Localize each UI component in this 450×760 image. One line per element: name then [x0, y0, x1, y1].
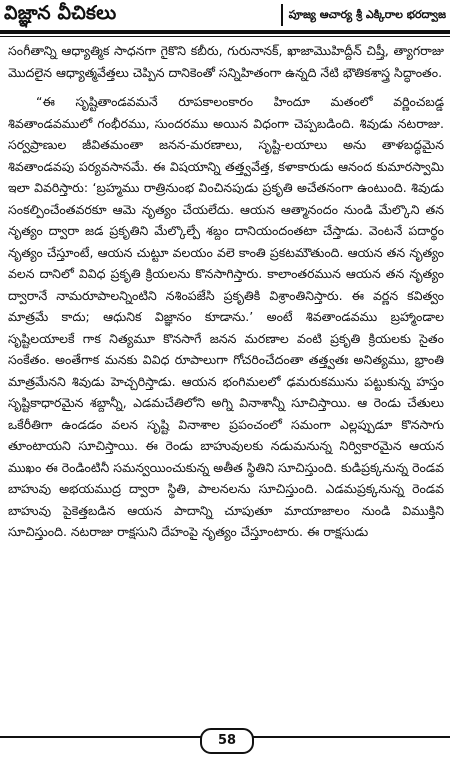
- header-rule-thick: [0, 30, 450, 34]
- page-number-badge: 58: [200, 728, 254, 754]
- book-title: విజ్ఞాన వీచికలు: [4, 1, 117, 24]
- paragraph-2: “ఈ సృష్టితాండవమనే రూపకాలంకారం హిందూ మతంలో వర్ణించబడ్డ శివతాండవములో గంభీరము, సుందరము అయిన విధంగా చెప్పబడింది. శివుడు నటరాజు. సర్వప్రాణుల జీవితమంతా జనన-మరణాలు, సృష్టి-లయాలు అను తాళబద్ధమైన శివతాండవపు పర్యవసానమే. ఈ విషయాన్ని తత్త్వవేత్త, కళాకారుడు ఆనంద కుమారస్వామి ఇలా వివరిస్తారు: ‘బ్రహ్మము రాత్రినుంభ వించినపుడు ప్రకృతి అచేతనంగా ఉంటుంది. శివుడు సంకల్పించేంతవరకూ ఆమె నృత్యం చేయలేదు. ఆయన ఆత్మానందం నుండి మేల్కొని తన నృత్యం ద్వారా జడ ప్రకృతిని మేల్కొల్పే శబ్దం దానియందంతటా చేస్తాడు. వెంటనే పదార్థం నృత్యం చేస్తూంటే, ఆయన చుట్టూ వలయం వలె కాంతి ప్రకటమౌతుంది. ఆయన తన నృత్యం వలన దానిలో వివిధ ప్రకృతి క్రియలను కొనసాగిస్తారు. కాలాంతరమున ఆయన తన నృత్యం ద్వారానే నామరూపాలన్నింటిని నశింపజేసి ప్రకృతికి విశ్రాంతినిస్తారు. ఈ వర్ణన కవిత్వం మాత్రమే కాదు; ఆధునిక విజ్ఞానం కూడాను.’ అంటే శివతాండవము బ్రహ్మాండాల సృష్టిలయాలకే గాక నిత్యమూ కొనసాగే జనన మరణాల వంటి ప్రకృతి క్రియలకు సైతం సంకేతం. అంతేగాక మనకు వివిధ రూపాలుగా గోచరించేదంతా తత్త్వతః అనిత్యము, భ్రాంతి మాత్రమేనని శివుడు హెచ్చరిస్తాడు. ఆయన భంగిమలలో ఢమరుకమును పట్టుకున్న హస్తం సృష్టికాధారమైన శబ్దాన్నీ, ఎడమచేతిలోని అగ్ని వినాశాన్నీ సూచిస్తాయి. ఆ రెండు చేతులు ఒకేరీతిగా ఉండడం వలన సృష్టి వినాశాల ప్రపంచంలో సమంగా ఎల్లప్పుడూ కొనసాగు తూంటాయని సూచిస్తాయి. ఈ రెండు బాహువులకు నడుమనున్న నిర్వికారమైన ఆయన ముఖం ఈ రెండింటినీ సమన్వయించుకున్న అతీత స్థితిని సూచిస్తుంది. కుడిప్రక్కనున్న రెండవ బాహువు అభయముద్ర ద్వారా స్థితి, పాలనలను సూచిస్తుంది. ఎడమప్రక్కనున్న రెండవ బాహువు పైకెత్తబడిన ఆయన పాదాన్ని చూపుతూ మాయాజాలం నుండి విముక్తిని సూచిస్తుంది. నటరాజు రాక్షసుని దేహంపై నృత్యం చేస్తూంటారు. ఈ రాక్షసుడు: [8, 94, 444, 539]
- page-header: [0, 0, 450, 30]
- header-rule-thin: [0, 36, 450, 37]
- paragraph-1: సంగీతాన్ని ఆధ్యాత్మిక సాధనగా గైకొని కబీరు, గురునానక్, ఖాజామొహిద్దీన్ చిష్తీ, త్యాగరాజు మొదలైన ఆధ్యాత్మవేత్తలు చెప్పిన దానికెంతో సన్నిహితంగా ఉన్నది నేటి భౌతికశాస్త్ర సిద్ధాంతం.: [8, 43, 444, 80]
- author-name: పూజ్య ఆచార్య శ్రీ ఎక్కిరాల భరద్వాజ: [281, 4, 450, 26]
- page-body: [8, 40, 444, 725]
